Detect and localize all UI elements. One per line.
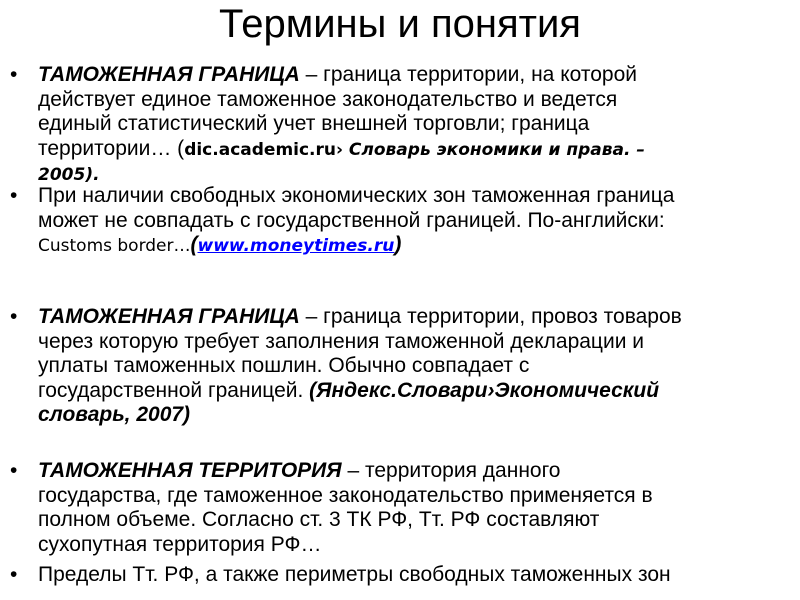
source-title: Словарь экономики и права. –	[343, 139, 645, 160]
term-heading: ТАМОЖЕННАЯ ГРАНИЦА	[38, 63, 300, 86]
text-line: через которую требует заполнения таможенной декларации и	[38, 329, 644, 353]
bullet-territory-limits	[0, 563, 800, 593]
text-line: сухопутная территория РФ…	[38, 532, 322, 556]
slide-content	[0, 63, 800, 593]
definition-text: – граница территории, провоз товаров	[299, 305, 682, 328]
bullet-free-zones	[0, 184, 800, 305]
source-year: 2005).	[38, 165, 100, 185]
text-line: Пределы Тт. РФ, а также периметры свободных таможенных зон	[38, 563, 671, 586]
text-line	[38, 403, 796, 428]
text-line: единый статистический учет внешней торговли; граница	[38, 112, 590, 135]
source-year: словарь, 2007)	[38, 403, 191, 426]
text-line	[38, 137, 796, 163]
text-line: может не совпадать с государственной границей. По-английски:	[38, 208, 665, 232]
definition-text: – территория данного	[341, 459, 561, 482]
bullet-marker: •	[10, 459, 18, 482]
slide-title: Термины и понятия	[219, 2, 581, 46]
bullet-marker: •	[10, 563, 18, 586]
moneytimes-link[interactable]: www.moneytimes.ru	[197, 236, 395, 256]
term-heading: ТАМОЖЕННАЯ ГРАНИЦА	[38, 305, 300, 328]
definition-text: государственной границей.	[38, 378, 310, 402]
bullet-customs-border-2	[0, 305, 800, 459]
bullet-marker: •	[10, 305, 18, 328]
text-line: государства, где таможенное законодательство применяется в	[38, 483, 653, 507]
definition-text: – граница территории, на которой	[299, 63, 637, 86]
text-line	[38, 233, 796, 259]
text-line: действует единое таможенное законодательство и ведется	[38, 87, 618, 111]
definition-text: территории… (	[38, 136, 185, 160]
bullet-customs-territory	[0, 459, 800, 563]
text-line	[38, 305, 796, 330]
source-site: dic.academic.ru›	[184, 139, 344, 160]
bullet-customs-border-1	[0, 63, 800, 184]
english-term: Customs border…	[38, 236, 191, 256]
bullet-marker: •	[10, 184, 18, 207]
text-line: При наличии свободных экономических зон таможенная граница	[38, 184, 675, 207]
text-line	[38, 459, 796, 484]
text-line	[38, 379, 796, 404]
term-heading: ТАМОЖЕННАЯ ТЕРРИТОРИЯ	[38, 459, 342, 482]
paren-close: )	[394, 233, 402, 256]
source-title: (Яндекс.Словари›Экономический	[309, 378, 660, 402]
text-line	[38, 63, 796, 88]
bullet-marker: •	[10, 63, 18, 86]
paren-open: (	[190, 233, 198, 256]
source-link[interactable]	[198, 236, 395, 256]
text-line: полном объеме. Согласно ст. 3 ТК РФ, Тт. РФ составляют	[38, 508, 600, 531]
text-line: уплаты таможенных пошлин. Обычно совпадает с	[38, 354, 530, 377]
